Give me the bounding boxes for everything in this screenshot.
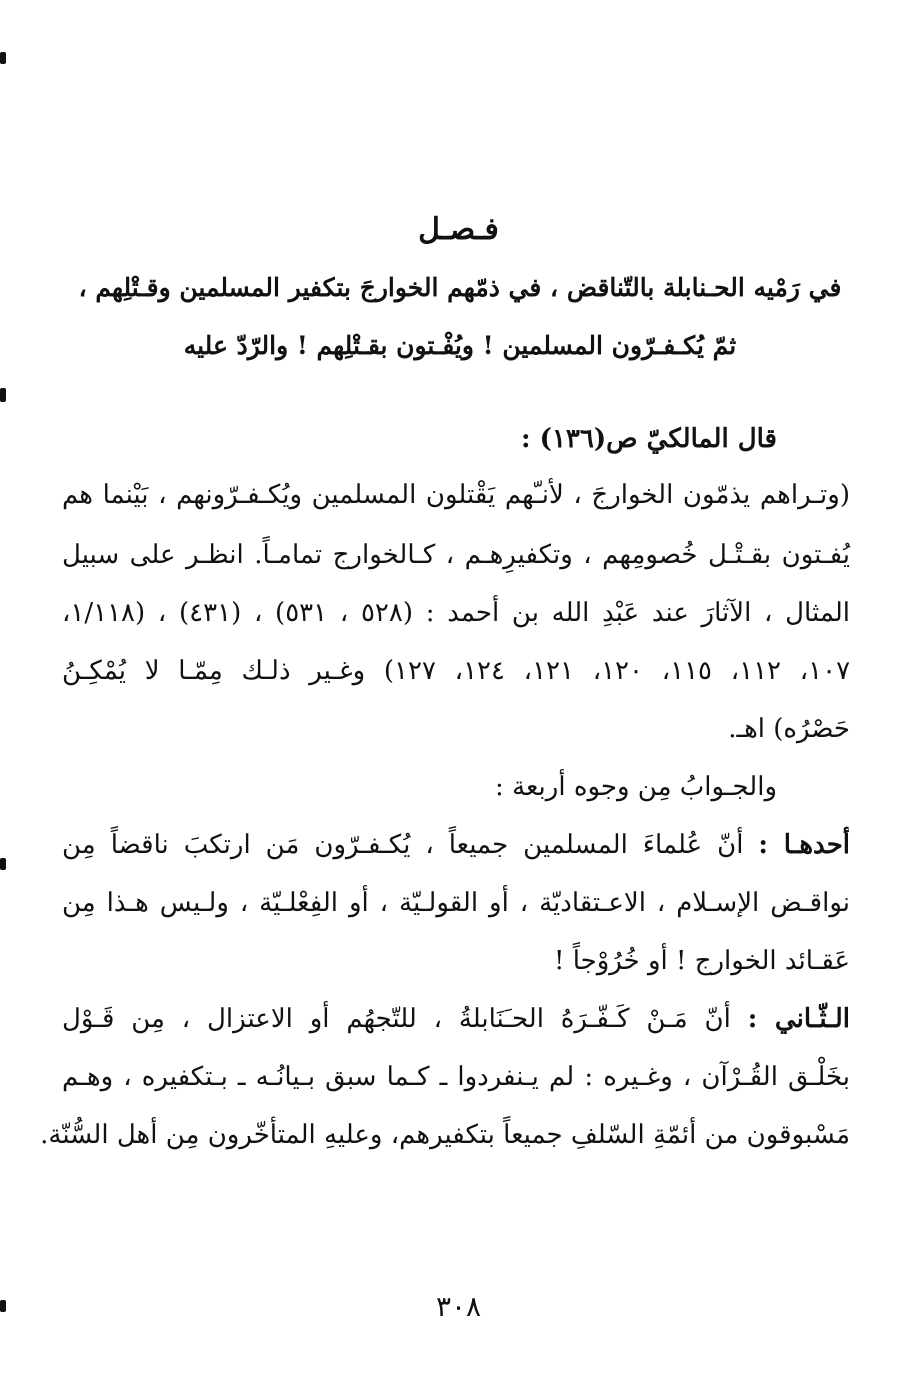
quote-line-2: يُفـتون بقـتْـل خُصومِهم ، وتكفيرِهـم ، كـالخوارج تمامـاً. انظـر على سبيل xyxy=(62,540,850,570)
first-point-line-2: نواقـض الإسـلام ، الاعـتقاديّة ، أو القولـيّة ، أو الفِعْلـيّة ، ولـيس هـذا مِن xyxy=(62,888,850,918)
second-point-line-3: مَسْبوقون من أئمّةِ السّلفِ جميعاً بتكفيرهم، وعليهِ المتأخّرون مِن أهل السُّنّة. xyxy=(40,1120,850,1150)
quote-line-4: ١٠٧، ١١٢، ١١٥، ١٢٠، ١٢١، ١٢٤، ١٢٧) وغـير ذلـك مِمّـا لا يُمْكِـنُ xyxy=(62,656,851,686)
quote-line-5: حَصْرُه) اهـ. xyxy=(728,714,850,744)
first-point-text: أنّ عُلماءَ المسلمين جميعاً ، يُكـفـرّون مَن ارتكبَ ناقضاً مِن xyxy=(62,830,759,860)
section-title: فـصـل xyxy=(418,212,499,247)
margin-mark xyxy=(0,858,6,870)
section-heading-line-1: في رَمْيه الحـنابلة بالتّناقض ، في ذمّهم الخوارجَ بتكفير المسلمين وقـتْلِهم ، xyxy=(78,273,842,302)
second-point-line-2: بخَلْـق القُـرْآن ، وغـيره : لم يـنفردوا ـ كـما سبق بـيانُـه ـ بـتكفيره ، وهـم xyxy=(62,1062,850,1092)
section-heading-line-2: ثمّ يُكـفـرّون المسلمين ! ويُفْـتون بقـتْلِهم ! والرّدّ عليه xyxy=(183,331,737,360)
quote-intro: قال المالكيّ ص(١٣٦) : xyxy=(521,424,777,454)
first-point-lead: أحدهـا : xyxy=(758,830,850,860)
quote-line-1: (وتـراهم يذمّون الخوارجَ ، لأنـّهم يَقْتلون المسلمين ويُكـفـرّونهم ، بَيْنما هم xyxy=(62,480,850,510)
margin-mark xyxy=(0,52,6,64)
second-point-text: أنّ مَـنْ كَـفّـرَهُ الحـَنَابلةُ ، للتّجهُم أو الاعتزال ، مِن قَـوْل xyxy=(62,1004,748,1034)
second-point-lead: الـثّـاني : xyxy=(747,1004,850,1034)
answer-intro: والجـوابُ مِن وجوه أربعة : xyxy=(495,772,777,802)
margin-mark xyxy=(0,388,6,402)
second-point-line-1 xyxy=(62,1000,850,1038)
page-number: ٣٠٨ xyxy=(435,1290,482,1323)
quote-line-3: المثال ، الآثارَ عند عَبْدِ الله بن أحمد : (٥٢٨ ، ٥٣١) ، (٤٣١) ، (١/١١٨، xyxy=(62,598,850,628)
first-point-line-1 xyxy=(62,826,850,864)
first-point-line-3: عَقـائد الخوارج ! أو خُرُوْجاً ! xyxy=(554,946,850,976)
